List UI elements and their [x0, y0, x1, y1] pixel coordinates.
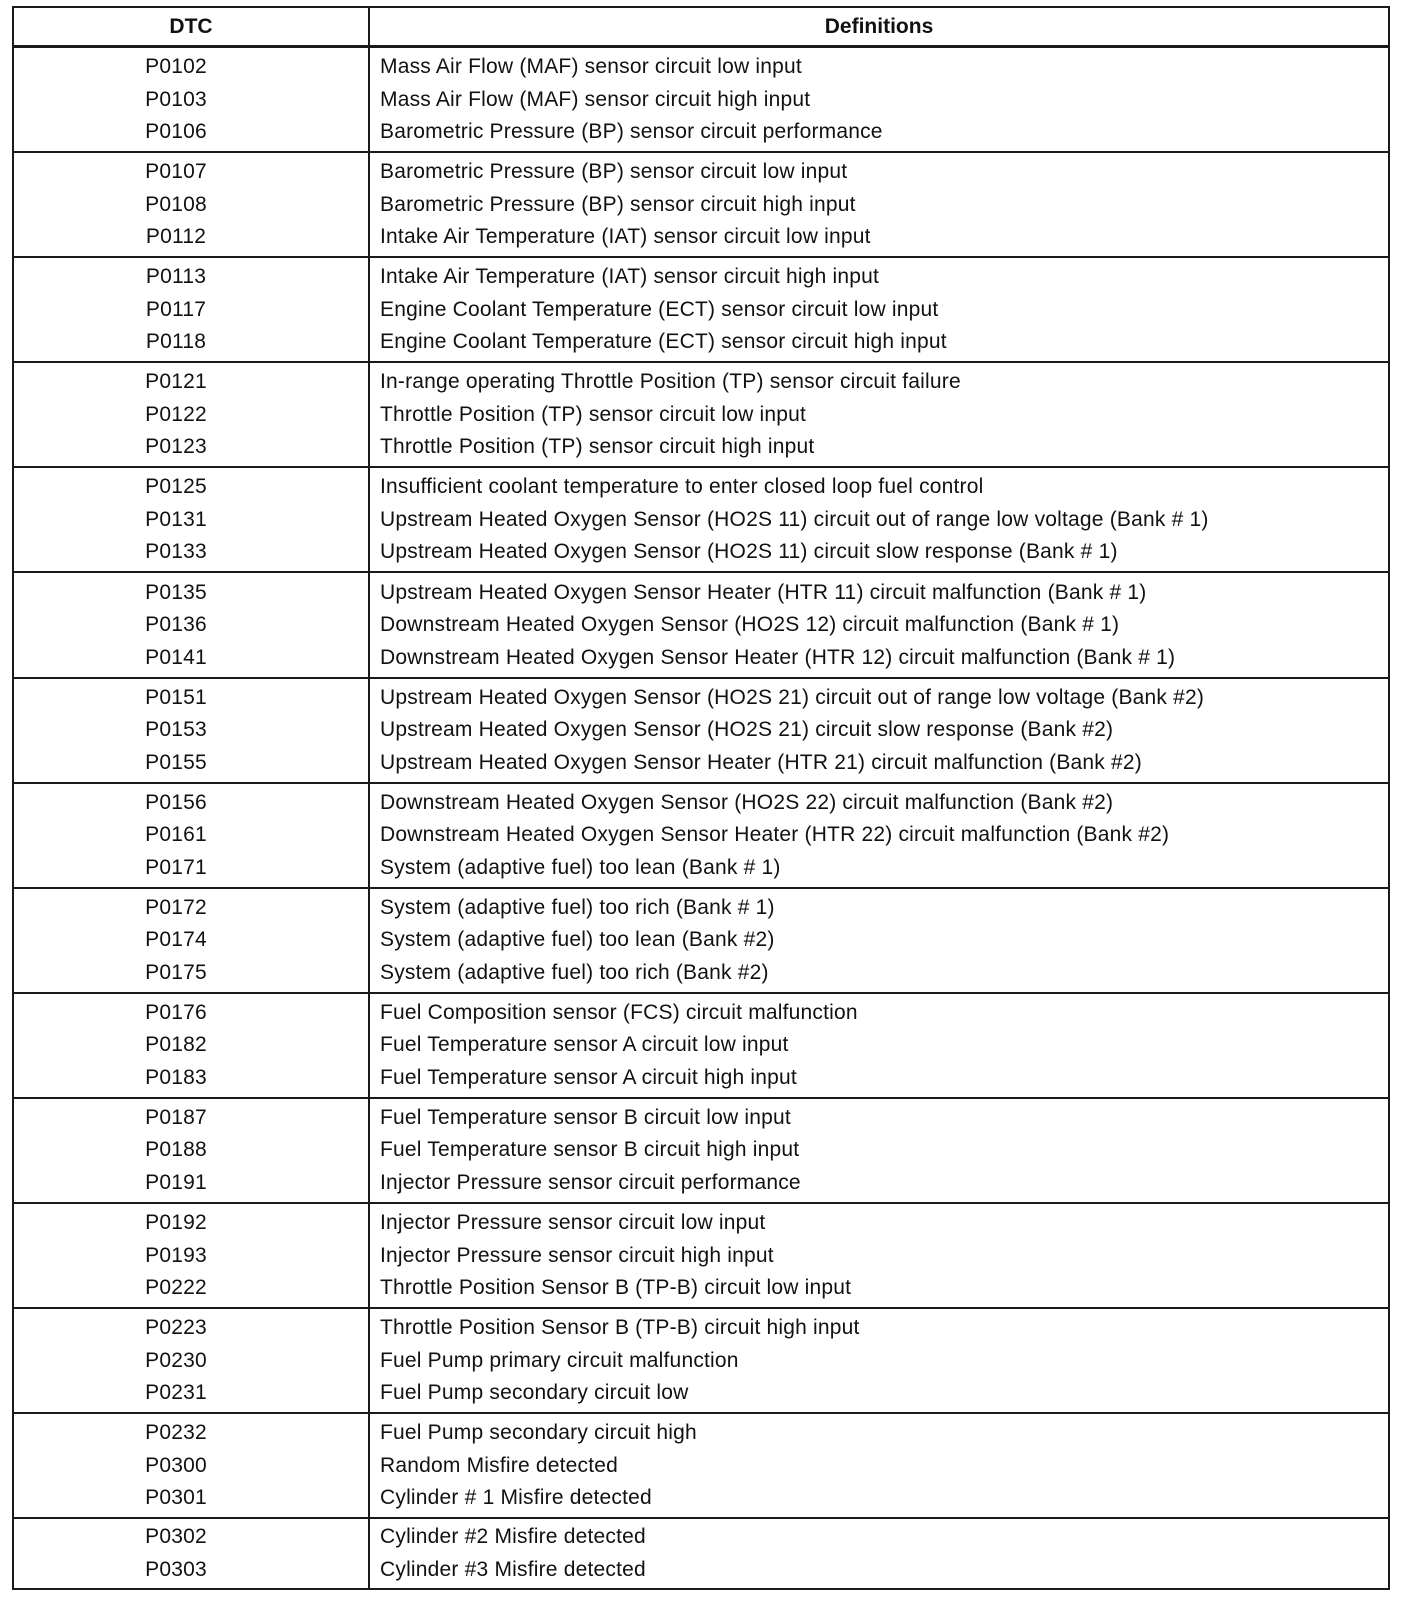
row-group — [14, 1099, 1388, 1204]
column-header-dtc: DTC — [14, 8, 370, 45]
row-group — [14, 468, 1388, 573]
dtc-code: P0125 — [145, 475, 207, 499]
dtc-definition: System (adaptive fuel) too lean (Bank #2) — [380, 928, 775, 952]
dtc-code: P0151 — [145, 685, 207, 709]
dtc-code-cell — [14, 258, 370, 361]
dtc-definition: Downstream Heated Oxygen Sensor (HO2S 22) circuit malfunction (Bank #2) — [380, 790, 1114, 814]
row-group — [14, 1204, 1388, 1309]
row-group — [14, 48, 1388, 153]
dtc-definition: Cylinder # 1 Misfire detected — [380, 1486, 652, 1510]
dtc-code: P0174 — [145, 928, 207, 952]
dtc-definition: Injector Pressure sensor circuit high input — [380, 1243, 774, 1267]
dtc-code: P0153 — [145, 718, 207, 742]
dtc-definition: Cylinder #2 Misfire detected — [380, 1525, 646, 1549]
dtc-code: P0303 — [145, 1557, 207, 1581]
dtc-definition: System (adaptive fuel) too lean (Bank # 1) — [380, 855, 781, 879]
dtc-code: P0231 — [145, 1381, 207, 1405]
dtc-code: P0191 — [145, 1170, 207, 1194]
dtc-definition: Random Misfire detected — [380, 1453, 619, 1477]
definition-cell — [370, 468, 1388, 571]
row-group — [14, 784, 1388, 889]
dtc-code: P0133 — [145, 540, 207, 564]
dtc-definition: Upstream Heated Oxygen Sensor (HO2S 21) circuit slow response (Bank #2) — [380, 718, 1114, 742]
definition-cell — [370, 1414, 1388, 1517]
dtc-definition: Upstream Heated Oxygen Sensor (HO2S 11) circuit out of range low voltage (Bank # 1) — [380, 507, 1209, 531]
row-group — [14, 573, 1388, 678]
dtc-code: P0122 — [145, 402, 207, 426]
dtc-code: P0183 — [145, 1065, 207, 1089]
dtc-code-cell — [14, 573, 370, 676]
dtc-code: P0232 — [145, 1421, 207, 1445]
row-group — [14, 994, 1388, 1099]
dtc-code-cell — [14, 1099, 370, 1202]
dtc-code-cell — [14, 994, 370, 1097]
row-group — [14, 1309, 1388, 1414]
dtc-definition: Fuel Pump secondary circuit high — [380, 1421, 697, 1445]
dtc-code-cell — [14, 468, 370, 571]
dtc-definition: Fuel Temperature sensor B circuit low input — [380, 1105, 791, 1129]
dtc-code: P0103 — [145, 87, 207, 111]
dtc-code: P0192 — [145, 1211, 207, 1235]
dtc-code: P0193 — [145, 1243, 207, 1267]
dtc-code: P0155 — [145, 750, 207, 774]
dtc-code: P0302 — [145, 1525, 207, 1549]
definition-cell — [370, 153, 1388, 256]
dtc-code: P0113 — [145, 265, 207, 289]
dtc-code: P0176 — [145, 1000, 207, 1024]
row-group — [14, 679, 1388, 784]
dtc-definition: Barometric Pressure (BP) sensor circuit high input — [380, 192, 856, 216]
dtc-definition: Upstream Heated Oxygen Sensor Heater (HTR 11) circuit malfunction (Bank # 1) — [380, 580, 1147, 604]
dtc-code: P0112 — [145, 225, 207, 249]
definition-cell — [370, 679, 1388, 782]
dtc-definition: Fuel Temperature sensor B circuit high input — [380, 1138, 800, 1162]
definition-cell — [370, 889, 1388, 992]
dtc-code: P0108 — [145, 192, 207, 216]
dtc-definition: Upstream Heated Oxygen Sensor (HO2S 21) circuit out of range low voltage (Bank #2) — [380, 685, 1205, 709]
dtc-code: P0300 — [145, 1453, 207, 1477]
dtc-definition: Mass Air Flow (MAF) sensor circuit high input — [380, 87, 811, 111]
dtc-definition: Insufficient coolant temperature to enter closed loop fuel control — [380, 475, 984, 499]
dtc-definition: Throttle Position Sensor B (TP-B) circuit low input — [380, 1276, 852, 1300]
dtc-definition: Throttle Position (TP) sensor circuit low input — [380, 402, 807, 426]
dtc-code: P0222 — [145, 1276, 207, 1300]
dtc-code: P0102 — [145, 55, 207, 79]
dtc-code-cell — [14, 153, 370, 256]
dtc-definition: Upstream Heated Oxygen Sensor (HO2S 11) circuit slow response (Bank # 1) — [380, 540, 1118, 564]
dtc-code: P0136 — [145, 613, 207, 637]
dtc-definition: Injector Pressure sensor circuit low input — [380, 1211, 766, 1235]
dtc-code-cell — [14, 1204, 370, 1307]
dtc-code: P0107 — [145, 160, 207, 184]
dtc-definition: System (adaptive fuel) too rich (Bank # 1) — [380, 895, 775, 919]
definition-cell — [370, 994, 1388, 1097]
definition-cell — [370, 1204, 1388, 1307]
dtc-definition: Fuel Temperature sensor A circuit low input — [380, 1033, 789, 1057]
dtc-definition: Downstream Heated Oxygen Sensor Heater (HTR 22) circuit malfunction (Bank #2) — [380, 823, 1170, 847]
dtc-definition: Downstream Heated Oxygen Sensor (HO2S 12) circuit malfunction (Bank # 1) — [380, 613, 1120, 637]
dtc-code: P0117 — [145, 297, 207, 321]
dtc-definition: Mass Air Flow (MAF) sensor circuit low input — [380, 55, 802, 79]
dtc-code-cell — [14, 1309, 370, 1412]
dtc-definition: Engine Coolant Temperature (ECT) sensor circuit low input — [380, 297, 939, 321]
dtc-definition: Fuel Pump secondary circuit low — [380, 1381, 689, 1405]
dtc-code: P0156 — [145, 790, 207, 814]
dtc-code: P0121 — [145, 370, 207, 394]
dtc-code: P0161 — [145, 823, 207, 847]
dtc-code: P0188 — [145, 1138, 207, 1162]
row-group — [14, 153, 1388, 258]
dtc-definition: Intake Air Temperature (IAT) sensor circuit low input — [380, 225, 871, 249]
definition-cell — [370, 573, 1388, 676]
dtc-definition: Intake Air Temperature (IAT) sensor circuit high input — [380, 265, 880, 289]
definition-cell — [370, 1099, 1388, 1202]
dtc-code: P0171 — [145, 855, 207, 879]
dtc-code-cell — [14, 784, 370, 887]
dtc-code-cell — [14, 1414, 370, 1517]
dtc-definition: Downstream Heated Oxygen Sensor Heater (HTR 12) circuit malfunction (Bank # 1) — [380, 645, 1176, 669]
dtc-definition: Fuel Pump primary circuit malfunction — [380, 1348, 739, 1372]
row-group — [14, 258, 1388, 363]
dtc-definition: Throttle Position (TP) sensor circuit high input — [380, 435, 815, 459]
dtc-code: P0135 — [145, 580, 207, 604]
row-group — [14, 1519, 1388, 1588]
dtc-code: P0223 — [145, 1316, 207, 1340]
dtc-code: P0118 — [145, 330, 207, 354]
dtc-code: P0172 — [145, 895, 207, 919]
dtc-definition: Throttle Position Sensor B (TP-B) circuit high input — [380, 1316, 860, 1340]
dtc-definition: Engine Coolant Temperature (ECT) sensor circuit high input — [380, 330, 947, 354]
column-header-definitions: Definitions — [824, 14, 934, 38]
dtc-definition: Cylinder #3 Misfire detected — [380, 1557, 646, 1581]
dtc-code: P0187 — [145, 1105, 207, 1129]
dtc-definition: Fuel Composition sensor (FCS) circuit malfunction — [380, 1000, 858, 1024]
dtc-definition: In-range operating Throttle Position (TP) sensor circuit failure — [380, 370, 961, 394]
row-group — [14, 363, 1388, 468]
dtc-definition: Upstream Heated Oxygen Sensor Heater (HTR 21) circuit malfunction (Bank #2) — [380, 750, 1142, 774]
dtc-code: P0301 — [145, 1486, 207, 1510]
dtc-code: P0106 — [145, 120, 207, 144]
row-group — [14, 1414, 1388, 1519]
definition-cell — [370, 1309, 1388, 1412]
dtc-code: P0141 — [145, 645, 207, 669]
definition-cell — [370, 258, 1388, 361]
dtc-code-cell — [14, 363, 370, 466]
definition-cell — [370, 1519, 1388, 1588]
dtc-code: P0230 — [145, 1348, 207, 1372]
dtc-code: P0131 — [145, 507, 207, 531]
table-header — [14, 8, 1388, 48]
dtc-table — [12, 6, 1390, 1590]
dtc-definition: System (adaptive fuel) too rich (Bank #2) — [380, 960, 769, 984]
dtc-definition: Fuel Temperature sensor A circuit high input — [380, 1065, 797, 1089]
dtc-code-cell — [14, 889, 370, 992]
dtc-code-cell — [14, 48, 370, 151]
dtc-code: P0182 — [145, 1033, 207, 1057]
definition-cell — [370, 48, 1388, 151]
dtc-code-cell — [14, 679, 370, 782]
dtc-definition: Barometric Pressure (BP) sensor circuit low input — [380, 160, 848, 184]
table-body — [14, 48, 1388, 1588]
dtc-code: P0175 — [145, 960, 207, 984]
dtc-definition: Injector Pressure sensor circuit performance — [380, 1170, 801, 1194]
definition-cell — [370, 784, 1388, 887]
dtc-code-cell — [14, 1519, 370, 1588]
definition-cell — [370, 363, 1388, 466]
row-group — [14, 889, 1388, 994]
dtc-code: P0123 — [145, 435, 207, 459]
dtc-definition: Barometric Pressure (BP) sensor circuit performance — [380, 120, 883, 144]
